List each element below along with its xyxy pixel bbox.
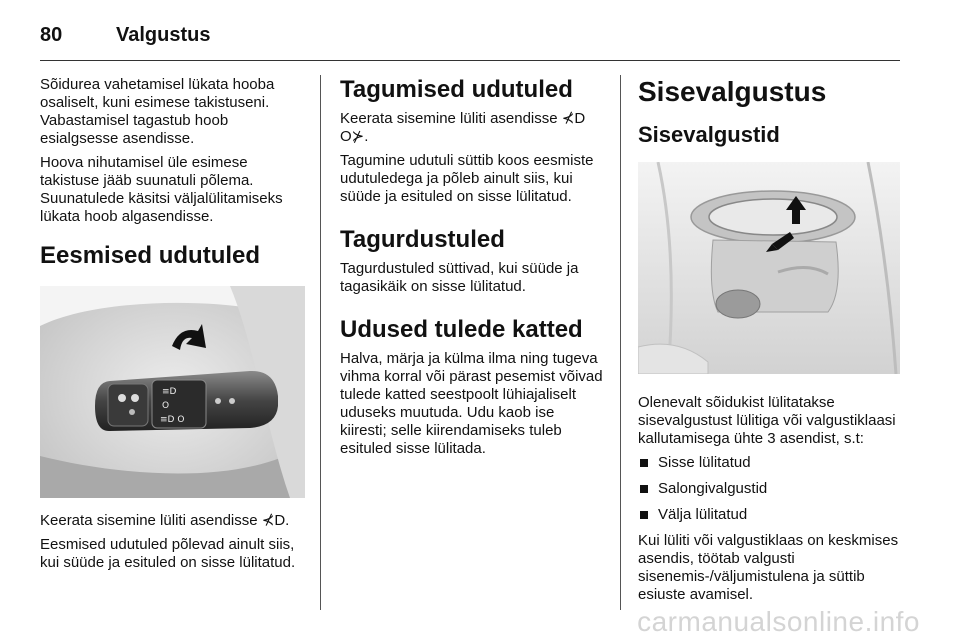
middle-position-note: Kui lüliti või valgustiklaas on keskmises asendis, töötab valgusti sisenemis-/väljumistulena ja süttib esiuste avamisel. xyxy=(638,532,899,603)
column-divider-2 xyxy=(620,75,621,610)
reversing-lights-text: Tagurdustuled süttivad, kui süüde ja tagasikäik on sisse lülitatud. xyxy=(340,260,579,295)
switch-positions-list xyxy=(638,454,903,524)
bullet-icon xyxy=(640,511,648,519)
reversing-lights-heading: Tagurdustuled xyxy=(340,226,505,253)
page-number: 80 xyxy=(40,23,63,46)
page-header xyxy=(40,20,210,50)
column-divider-1 xyxy=(320,75,321,610)
column-1 xyxy=(40,76,305,578)
watermark: carmanualsonline.info xyxy=(637,606,920,637)
header-rule xyxy=(40,60,900,61)
interior-lighting-title: Sisevalgustus xyxy=(638,76,827,107)
front-fog-lights-heading: Eesmised udutuled xyxy=(40,242,261,269)
bullet-icon xyxy=(640,459,648,467)
interior-lights-subtitle: Sisevalgustid xyxy=(638,122,780,147)
rear-fog-note: Tagumine udutuli süttib koos eesmiste udutuledega ja põleb ainult siis, kui süüde ja esituled on sisse lülitatud. xyxy=(340,152,594,205)
intro-paragraph-2: Hoova nihutamisel üle esimese takistuse jääb suunatuli põlema. Suunatulede käsitsi väljalülitamiseks lükata hoob algasendisse. xyxy=(40,154,283,225)
list-item: Salongivalgustid xyxy=(638,480,903,498)
intro-paragraph-1: Sõidurea vahetamisel lükata hooba osaliselt, kuni esimese takistuseni. Vabastamisel tagastub hoob esialgsesse asendisse. xyxy=(40,76,275,147)
interior-switch-text: Olenevalt sõidukist lülitatakse sisevalgustust lülitiga või valgustiklaasi kallutamisega ühte 3 asendist, s.t: xyxy=(638,394,896,447)
misted-covers-text: Halva, märja ja külma ilma ning tugeva vihma korral või pärast pesemist võivad tulede katted seestpoolt lühiajaliselt uduseks muutuda. Udu kaob ise kiiresti; selle kiirendamiseks tuleb esituled sisse lülitada. xyxy=(340,350,603,457)
list-item: Sisse lülitatud xyxy=(638,454,903,472)
section-title: Valgustus xyxy=(116,23,211,46)
list-item: Välja lülitatud xyxy=(638,506,903,524)
rear-fog-lights-heading: Tagumised udutuled xyxy=(340,76,573,103)
interior-light-illustration xyxy=(638,162,900,374)
bullet-icon xyxy=(640,485,648,493)
rear-fog-instruction: Keerata sisemine lüliti asendisse ⊀D O⊁. xyxy=(340,110,586,145)
fog-lights-note: Eesmised udutuled põlevad ainult siis, kui süüde ja esituled on sisse lülitatud. xyxy=(40,536,296,571)
column-2 xyxy=(340,76,605,464)
column-3 xyxy=(638,76,903,610)
misted-covers-heading: Udused tulede katted xyxy=(340,316,583,343)
svg-text:O: O xyxy=(162,401,170,411)
fog-light-switch-illustration xyxy=(40,286,305,498)
svg-text:≡D O: ≡D O xyxy=(160,415,185,425)
svg-text:≡D: ≡D xyxy=(162,387,177,397)
fog-switch-instruction: Keerata sisemine lüliti asendisse ⊀D. xyxy=(40,512,290,529)
